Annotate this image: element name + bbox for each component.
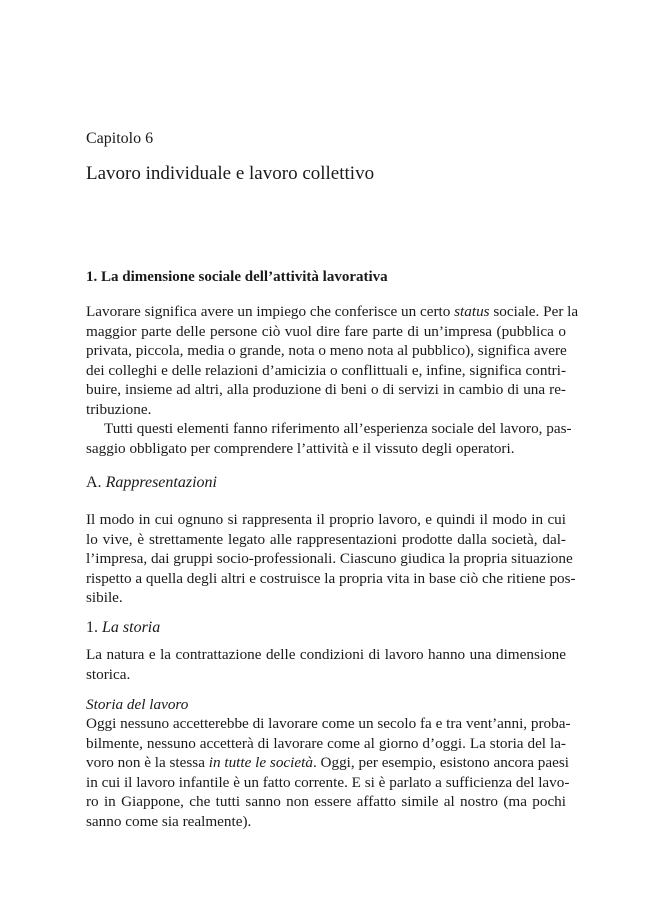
text-line: tribuzione.: [86, 400, 152, 418]
section1-paragraph-1: [86, 302, 579, 419]
text-line: privata, piccola, media o grande, nota o meno nota al pubblico), significa avere: [86, 342, 567, 359]
italic-term: in tutte le società: [208, 754, 313, 771]
subsection-paragraph-1: [86, 645, 566, 684]
text-line: buire, insieme ad altri, alla produzione di beni o di servizi in cambio di una re-: [86, 381, 566, 398]
text-line: storica.: [86, 665, 131, 683]
section-a-heading: [86, 473, 217, 493]
text-line: Tutti questi elementi fanno riferimento all’esperienza sociale del lavoro, pas-: [104, 420, 572, 437]
text-run: voro non è la stessa: [86, 754, 209, 771]
text-run: Lavorare significa avere un impiego che conferisce un certo: [86, 303, 455, 320]
text-line: rispetto a quella degli altri e costruisce la propria vita in base ciò che ritiene pos-: [86, 569, 576, 587]
text-line: sanno come sia realmente).: [86, 812, 252, 830]
text-line: sibile.: [86, 589, 123, 606]
text-run: . Oggi, per esempio, esistono ancora paesi: [312, 754, 569, 771]
text-run: sociale. Per la: [489, 303, 579, 320]
text-line: dei colleghi e delle relazioni d’amicizia o conflittuali e, infine, significa contri-: [86, 361, 566, 379]
subsection-paragraph-2: [86, 714, 571, 831]
text-line: Il modo in cui ognuno si rappresenta il proprio lavoro, e quindi il modo in cui: [86, 511, 566, 528]
text-line: l’impresa, dai gruppi socio-professionali. Ciascuno giudica la propria situazione: [86, 550, 573, 567]
section-heading: 1. La dimensione sociale dell’attività lavorativa: [86, 269, 388, 285]
subsection-heading: [86, 618, 160, 638]
chapter-title: Lavoro individuale e lavoro collettivo: [86, 163, 375, 184]
paragraph-title: [86, 695, 566, 715]
text-line: lo vive, è strettamente legato alle rappresentazioni prodotte dalla società, dal-: [86, 530, 566, 548]
section-a-paragraph: [86, 510, 576, 608]
section1-paragraph-2: [86, 419, 572, 458]
text-line: [86, 753, 569, 773]
subsection-number: 1.: [86, 619, 102, 636]
text-line: bilmente, nessuno accetterà di lavorare come al giorno d’oggi. La storia del la-: [86, 734, 566, 752]
text-line: La natura e la contrattazione delle condizioni di lavoro hanno una dimensione: [86, 646, 566, 663]
paragraph-title-text: Storia del lavoro: [86, 696, 189, 713]
text-line: saggio obbligato per comprendere l’attività e il vissuto degli operatori.: [86, 439, 515, 457]
text-line: [86, 302, 579, 322]
subsection-title: La storia: [102, 619, 161, 636]
text-line: in cui il lavoro infantile è un fatto corrente. E si è parlato a sufficienza del lavo-: [86, 773, 570, 791]
section-title: Rappresentazioni: [105, 474, 217, 491]
text-line: Oggi nessuno accetterebbe di lavorare come un secolo fa e tra vent’anni, proba-: [86, 715, 571, 732]
text-line: maggior parte delle persone ciò vuol dire fare parte di un’impresa (pubblica o: [86, 322, 566, 340]
chapter-label: Capitolo 6: [86, 130, 154, 147]
text-line: ro in Giappone, che tutti sanno non essere affatto simile al nostro (ma pochi: [86, 793, 566, 810]
italic-term: status: [454, 303, 490, 320]
section-letter: A.: [86, 474, 106, 491]
